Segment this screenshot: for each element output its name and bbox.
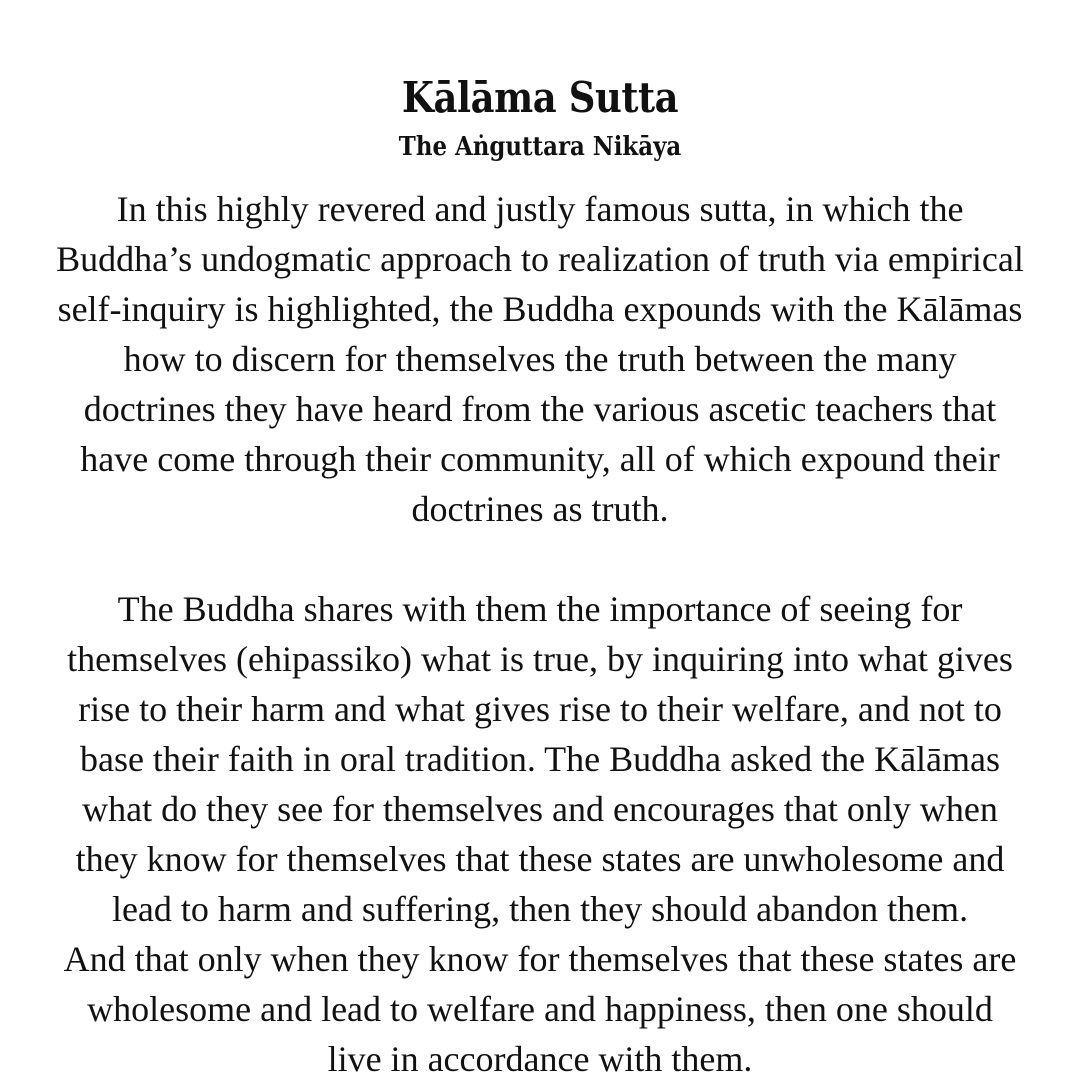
paragraph-line: live in accordance with them.: [327, 1039, 753, 1079]
paragraph-line: they know for themselves that these states are unwholesome and: [75, 839, 1005, 879]
paragraph-line: wholesome and lead to welfare and happiness, then one should: [87, 989, 993, 1029]
paragraph-line: self-inquiry is highlighted, the Buddha expounds with the Kālāmas: [57, 289, 1023, 329]
paragraph-line: themselves (ehipassiko) what is true, by inquiring into what gives: [67, 639, 1013, 679]
document-body: [16, 184, 1064, 1084]
intro-paragraph: [16, 184, 1064, 534]
paragraph-line: what do they see for themselves and encourages that only when: [82, 789, 998, 829]
page-subtitle: The Aṅguttara Nikāya: [398, 132, 682, 162]
paragraph-spacer: [16, 534, 1064, 584]
paragraph-line: The Buddha shares with them the importance of seeing for: [117, 589, 963, 629]
paragraph-line: rise to their harm and what gives rise to their welfare, and not to: [78, 689, 1002, 729]
paragraph-line: have come through their community, all of which expound their: [80, 439, 1000, 479]
paragraph-line: And that only when they know for themselves that these states are: [63, 939, 1017, 979]
paragraph-line: In this highly revered and justly famous sutta, in which the: [116, 189, 964, 229]
paragraph-line: doctrines they have heard from the various ascetic teachers that: [83, 389, 997, 429]
paragraph-line: base their faith in oral tradition. The Buddha asked the Kālāmas: [79, 739, 1001, 779]
teaching-paragraph: [16, 584, 1064, 1084]
paragraph-line: how to discern for themselves the truth between the many: [123, 339, 957, 379]
paragraph-line: Buddha’s undogmatic approach to realization of truth via empirical: [56, 239, 1024, 279]
paragraph-line: doctrines as truth.: [411, 489, 669, 529]
paragraph-line: lead to harm and suffering, then they should abandon them.: [111, 889, 969, 929]
page-title: Kālāma Sutta: [401, 73, 679, 122]
